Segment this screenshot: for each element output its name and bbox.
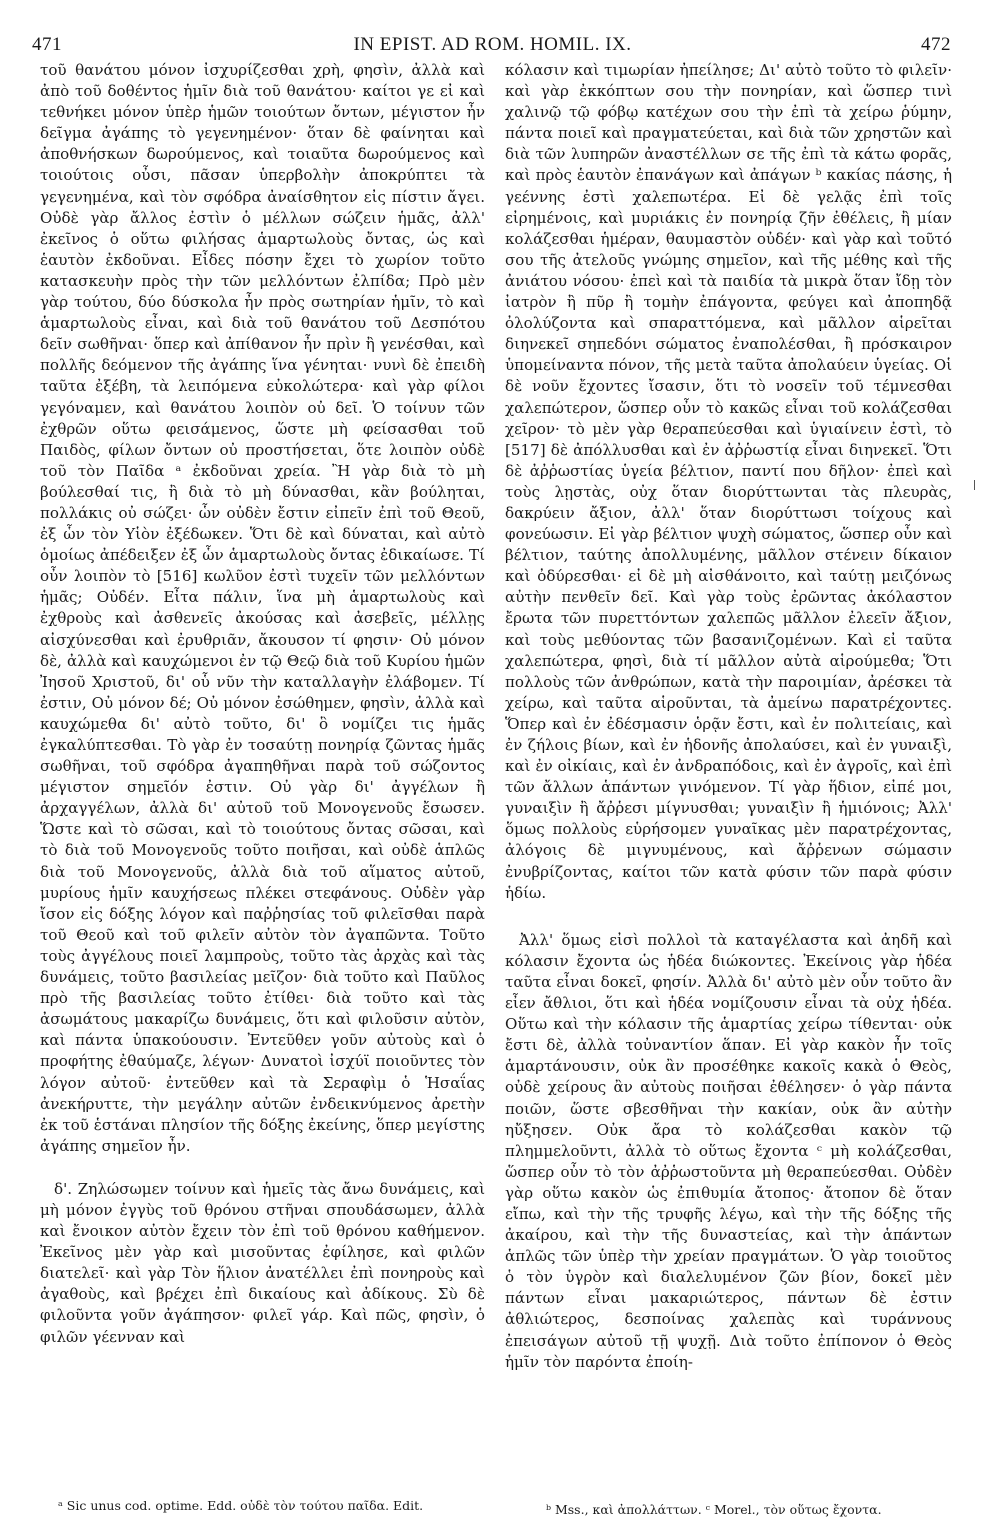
footnote-b-c: ᵇ Mss., καὶ ἀπολλάττων. ᶜ Morel., τὸν οὕτως ἔχοντα. [546,1502,882,1517]
left-paragraph-1: τοῦ θανάτου μόνον ἰσχυρίζεσθαι χρὴ, φησὶν, ἀλλὰ καὶ ἀπὸ τοῦ δοθέντος ἡμῖν διὰ τοῦ θανάτου· καίτοι γε εἰ καὶ τεθνήκει μόνον ὑπὲρ ἡμῶν τοιούτων ὄντων, μέγιστον ἦν δεῖγμα ἀγάπης τὸ γεγενημένον· ὅταν δὲ φαίνηται καὶ ἀποθνήσκων δωρούμενος, καὶ τοιαῦτα δωρούμενος καὶ τοιούτοις οὖσι, πᾶσαν ὑπερβολὴν ἀποκρύπτει τὰ γεγενημένα, καὶ τὸν σφόδρα ἀναίσθητον εἰς πίστιν ἄγει. Οὐδὲ γὰρ ἄλλος ἐστὶν ὁ μέλλων σώζειν ἡμᾶς, ἀλλ' ἐκεῖνος ὁ οὕτω φιλήσας ἁμαρτωλοὺς ὄντας, ὡς καὶ ἑαυτὸν ἐκδοῦναι. Εἶδες πόσην ἔχει τὸ χωρίον τοῦτο κατασκευὴν πρὸς τὴν τῶν μελλόντων ἐλπίδα; Πρὸ μὲν γὰρ τούτου, δύο δύσκολα ἦν πρὸς σωτηρίαν ἡμῖν, τὸ καὶ ἁμαρτωλοὺς εἶναι, καὶ διὰ τοῦ θανάτου τοῦ Δεσπότου δεῖν σωθῆναι· ὅπερ καὶ ἀπίθανον ἦν πρὶν ἢ γενέσθαι, καὶ πολλῆς δεόμενον τῆς ἀγάπης ἵνα γένηται· νυνὶ δὲ ἐπειδὴ ταῦτα ἐξέβη, τὰ λειπόμενα εὐκολώτερα· καὶ γὰρ φίλοι γεγόναμεν, καὶ θανάτου λοιπὸν οὐ δεῖ. Ὁ τοίνυν τῶν ἐχθρῶν οὕτω φεισάμενος, ὥστε μὴ φείσασθαι τοῦ Παιδὸς, φίλων ὄντων οὐ προστήσεται, ὅτε λοιπὸν οὐδὲ τοῦ τὸν Παῖδα ᵃ ἐκδοῦναι χρεία. Ἢ γὰρ διὰ τὸ μὴ βούλεσθαί τις, ἢ διὰ τὸ μὴ δύνασθαι, κἂν βούληται, πολλάκις οὐ σώζει· ὧν οὐδὲν ἔστιν εἰπεῖν ἐπὶ τοῦ Θεοῦ, ἐξ ὧν τὸν Υἱὸν ἐξέδωκεν. Ὅτι δὲ καὶ δύναται, καὶ αὐτὸ ὁμοίως ἀπέδειξεν ἐξ ὧν ἁμαρτωλοὺς ὄντας ἐδικαίωσε. Τί οὖν λοιπὸν τὸ [516] κωλῦον ἐστὶ τυχεῖν τῶν μελλόντων ἡμᾶς; Οὐδέν. Εἶτα πάλιν, ἵνα μὴ ἁμαρτωλοὺς καὶ ἐχθροὺς καὶ ἀσθενεῖς ἀκούσας καὶ ἀσεβεῖς, μέλλῃς αἰσχύνεσθαι καὶ ἐρυθριᾶν, ἄκουσον τί φησιν· Οὐ μόνον δὲ, ἀλλὰ καὶ καυχώμενοι ἐν τῷ Θεῷ διὰ τοῦ Κυρίου ἡμῶν Ἰησοῦ Χριστοῦ, δι' οὗ νῦν τὴν καταλλαγὴν ἐλάβομεν. Τί ἐστιν, Οὐ μόνον δέ; Οὐ μόνον ἐσώθημεν, φησὶν, ἀλλὰ καὶ καυχώμεθα δι' αὐτὸ τοῦτο, δι' ὃ νομίζει τις ἡμᾶς ἐγκαλύπτεσθαι. Τὸ γὰρ ἐν τοσαύτῃ πονηρίᾳ ζῶντας ἡμᾶς σωθῆναι, τοῦ σφόδρα ἀγαπηθῆναι παρὰ τοῦ σώζοντος μέγιστον σημεῖόν ἐστιν. Οὐ γὰρ δι' ἀγγέλων ἢ ἀρχαγγέλων, ἀλλὰ δι' αὐτοῦ τοῦ Μονογενοῦς ἔσωσεν. Ὥστε καὶ τὸ σῶσαι, καὶ τὸ τοιούτους ὄντας σῶσαι, καὶ τὸ διὰ τοῦ Μονογενοῦς τοῦτο ποιῆσαι, καὶ οὐδὲ ἁπλῶς διὰ τοῦ Μονογενοῦς, ἀλλὰ διὰ τοῦ αἵματος αὐτοῦ, μυρίους ἡμῖν καυχήσεως πλέκει στεφάνους. Οὐδὲν γὰρ ἴσον εἰς δόξης λόγον καὶ παῤῥησίας τοῦ φιλεῖσθαι παρὰ τοῦ Θεοῦ καὶ τοῦ φιλεῖν αὐτὸν τὸν ἀγαπῶντα. Τοῦτο τοὺς ἀγγέλους ποιεῖ λαμπροὺς, τοῦτο τὰς ἀρχὰς καὶ τὰς δυνάμεις, τοῦτο βασιλείας μεῖζον· διὰ τοῦτο καὶ Παῦλος πρὸ τῆς βασιλείας τοῦτο ἐτίθει· διὰ τοῦτο καὶ τὰς ἀσωμάτους μακαρίζω δυνάμεις, ὅτι καὶ φιλοῦσιν αὐτὸν, καὶ πάντα ὑπακούουσιν. Ἐντεῦθεν γοῦν αὐτοὺς καὶ ὁ προφήτης ἐθαύμαζε, λέγων· Δυνατοὶ ἰσχύϊ ποιοῦντες τὸν λόγον αὐτοῦ· ἐντεῦθεν καὶ τὰ Σεραφὶμ ὁ Ἡσαΐας ἀνεκήρυττε, τὴν μεγάλην αὐτῶν ἐνδεικνύμενος ἀρετὴν ἐκ τοῦ ἑστάναι πλησίον τῆς δόξης ἐκείνης, ὅπερ μεγίστης ἀγάπης σημεῖον ἦν. [40,61,485,1155]
left-page-number: 471 [32,34,62,55]
left-paragraph-2: δ'. Ζηλώσωμεν τοίνυν καὶ ἡμεῖς τὰς ἄνω δυνάμεις, καὶ μὴ μόνον ἐγγὺς τοῦ θρόνου στῆναι σπουδάσωμεν, ἀλλὰ καὶ ἔνοικον αὐτὸν ἔχειν τὸν ἐπὶ τοῦ θρόνου καθήμενον. Ἐκεῖνος μὲν γὰρ καὶ μισοῦντας ἐφίλησε, καὶ φιλῶν διατελεῖ· καὶ γὰρ Τὸν ἥλιον ἀνατέλλει ἐπὶ πονηροὺς καὶ ἀγαθοὺς, καὶ βρέχει ἐπὶ δικαίους καὶ ἀδίκους. Σὺ δὲ φιλοῦντα γοῦν ἀγάπησον· φιλεῖ γάρ. Καὶ πῶς, φησὶν, ὁ φιλῶν γέενναν καὶ [40,1179,485,1346]
right-paragraph-1: κόλασιν καὶ τιμωρίαν ἠπείλησε; Δι' αὐτὸ τοῦτο τὸ φιλεῖν· καὶ γὰρ ἐκκόπτων σου τὴν πονηρίαν, καὶ ὥσπερ τινὶ χαλινῷ τῷ φόβῳ κατέχων σου τὴν ἐπὶ τὰ χείρω ῥύμην, πάντα ποιεῖ καὶ πραγματεύεται, καὶ διὰ τῶν χρηστῶν καὶ διὰ τῶν λυπηρῶν ἀναστέλλων σε τῆς ἐπὶ τὰ κάτω φορᾶς, καὶ πρὸς ἑαυτὸν ἐπανάγων καὶ ἀπάγων ᵇ κακίας πάσης, ἡ γεέννης ἐστὶ χαλεπωτέρα. Εἰ δὲ γελᾷς ἐπὶ τοῖς εἰρημένοις, καὶ μυριάκις ἐν πονηρίᾳ ζῆν ἐθέλεις, ἢ μίαν κολάζεσθαι ἡμέραν, θαυμαστὸν οὐδέν· καὶ γὰρ καὶ τοῦτό σου τῆς ἀτελοῦς γνώμης σημεῖον, καὶ τῆς μέθης καὶ τῆς ἀνιάτου νόσου· ἐπεὶ καὶ τὰ παιδία τὰ μικρὰ ὅταν ἴδῃ τὸν ἰατρὸν ἢ πῦρ ἢ τομὴν ἐπάγοντα, φεύγει καὶ ἀποπηδᾷ ὀλολύζοντα καὶ σπαραττόμενα, καὶ μᾶλλον αἱρεῖται διηνεκεῖ σηπεδόνι σώματος ἐναπολέσθαι, ἢ πρόσκαιρον ὑπομείναντα πόνον, τῆς μετὰ ταῦτα ἀπολαύειν ὑγείας. Οἱ δὲ νοῦν ἔχοντες ἴσασιν, ὅτι τὸ νοσεῖν τοῦ τέμνεσθαι χαλεπώτερον, ὥσπερ οὖν τὸ κακῶς εἶναι τοῦ κολάζεσθαι χεῖρον· τὸ μὲν γὰρ θεραπεύεσθαι καὶ ὑγιαίνειν ἐστὶ, τὸ [517] δὲ ἀπόλλυσθαι καὶ ἐν ἀῤῥωστίᾳ εἶναι διηνεκεῖ. Ὅτι δὲ ἀῤῥωστίας ὑγεία βέλτιον, παντί που δῆλον· ἐπεὶ καὶ τοὺς λῃστὰς, οὐχ ὅταν διορύττωνται τὰς πλευρὰς, δακρύειν ἄξιον, ἀλλ' ὅταν διορύττωσι τοίχους καὶ φονεύωσιν. Εἰ γὰρ βέλτιον ψυχὴ σώματος, ὥσπερ οὖν καὶ βέλτιον, ταύτης ἀπολλυμένης, μᾶλλον στένειν δίκαιον καὶ ὀδύρεσθαι· εἰ δὲ μὴ αἰσθάνοιτο, καὶ ταύτῃ μειζόνως αὐτὴν πενθεῖν δεῖ. Καὶ γὰρ τοὺς ἐρῶντας ἀκόλαστον ἔρωτα τῶν πυρεττόντων χαλεπῶς μᾶλλον ἐλεεῖν ἄξιον, καὶ τοὺς μεθύοντας τῶν βασανιζομένων. Καὶ εἰ ταῦτα χαλεπώτερα, φησὶ, διὰ τί μᾶλλον αὐτὰ αἱρούμεθα; Ὅτι πολλοὺς τῶν ἀνθρώπων, κατὰ τὴν παροιμίαν, ἀρέσκει τὰ χείρω, καὶ ταῦτα αἱροῦνται, τὰ ἀμείνω παρατρέχοντες. Ὅπερ καὶ ἐν ἐδέσμασιν ὁρᾷν ἔστι, καὶ ἐν πολιτείαις, καὶ ἐν ζήλοις βίων, καὶ ἐν ἡδονῆς ἀπολαύσει, καὶ ἐν γυναιξὶ, καὶ ἐν οἰκίαις, καὶ ἐν ἀνδραπόδοις, καὶ ἐν ἀγροῖς, καὶ ἐπὶ τῶν ἄλλων ἁπάντων γινόμενον. Τί γὰρ ἥδιον, εἰπέ μοι, γυναιξὶν ἢ ἄῤῥεσι μίγνυσθαι; γυναιξὶν ἢ ἡμιόνοις; Ἀλλ' ὅμως πολλοὺς εὑρήσομεν γυναῖκας μὲν παρατρέχοντας, ἀλόγοις δὲ μιγνυμένους, καὶ ἄῤῥενων σώμασιν ἐνυβρίζοντας, καίτοι τῶν κατὰ φύσιν τῶν παρὰ φύσιν ἡδίω. [505,61,952,902]
left-column [40,60,485,1348]
right-column [505,60,952,1373]
footnote-a: ᵃ Sic unus cod. optime. Edd. οὐδὲ τὸν τούτου παῖδα. Edit. [58,1498,424,1513]
right-page-number: 472 [921,34,951,55]
page-header [30,30,955,56]
margin-mark [974,480,975,490]
right-paragraph-2: Ἀλλ' ὅμως εἰσὶ πολλοὶ τὰ καταγέλαστα καὶ ἀηδῆ καὶ κόλασιν ἔχοντα ὡς ἡδέα διώκοντες. Ἐκείνοις γὰρ ἡδέα ταῦτα εἶναι δοκεῖ, φησίν. Ἀλλὰ δι' αὐτὸ μὲν οὖν τοῦτο ἂν εἶεν ἄθλιοι, ὅτι καὶ ἡδέα νομίζουσιν εἶναι τὰ οὐχ ἡδέα. Οὕτω καὶ τὴν κόλασιν τῆς ἁμαρτίας χείρω τίθενται· οὐκ ἔστι δὲ, ἀλλὰ τοὐναντίον ἅπαν. Εἰ γὰρ κακὸν ἦν τοῖς ἁμαρτάνουσιν, οὐκ ἂν προσέθηκε κακοῖς κακὰ ὁ Θεὸς, οὐδὲ χείρους ἂν αὐτοὺς ποιῆσαι ἐθέλησεν· ὁ γὰρ πάντα ποιῶν, ὥστε σβεσθῆναι τὴν κακίαν, οὐκ ἂν αὐτὴν ηὔξησεν. Οὐκ ἄρα τὸ κολάζεσθαι κακὸν τῷ πλημμελοῦντι, ἀλλὰ τὸ οὕτως ἔχοντα ᶜ μὴ κολάζεσθαι, ὥσπερ οὖν τὸ τὸν ἀῤῥωστοῦντα μὴ θεραπεύεσθαι. Οὐδὲν γὰρ οὕτω κακὸν ὡς ἐπιθυμία ἄτοπος· ἄτοπον δὲ ὅταν εἴπω, καὶ τὴν τῆς τρυφῆς λέγω, καὶ τὴν τῆς δόξης τῆς ἀκαίρου, καὶ τὴν τῆς δυναστείας, καὶ τὴν ἁπάντων ἁπλῶς τῶν ὑπὲρ τὴν χρείαν πραγμάτων. Ὁ γὰρ τοιοῦτος ὁ τὸν ὑγρὸν καὶ διαλελυμένον ζῶν βίον, δοκεῖ μὲν πάντων εἶναι μακαριώτερος, πάντων δὲ ἐστιν ἀθλιώτερος, δεσποίνας χαλεπὰς καὶ τυράννους ἐπεισάγων αὐτοῦ τῇ ψυχῇ. Διὰ τοῦτο ἐπίπονον ὁ Θεὸς ἡμῖν τὸν παρόντα ἐποίη- [505,930,952,1371]
running-title: IN EPIST. AD ROM. HOMIL. IX. [353,34,632,55]
